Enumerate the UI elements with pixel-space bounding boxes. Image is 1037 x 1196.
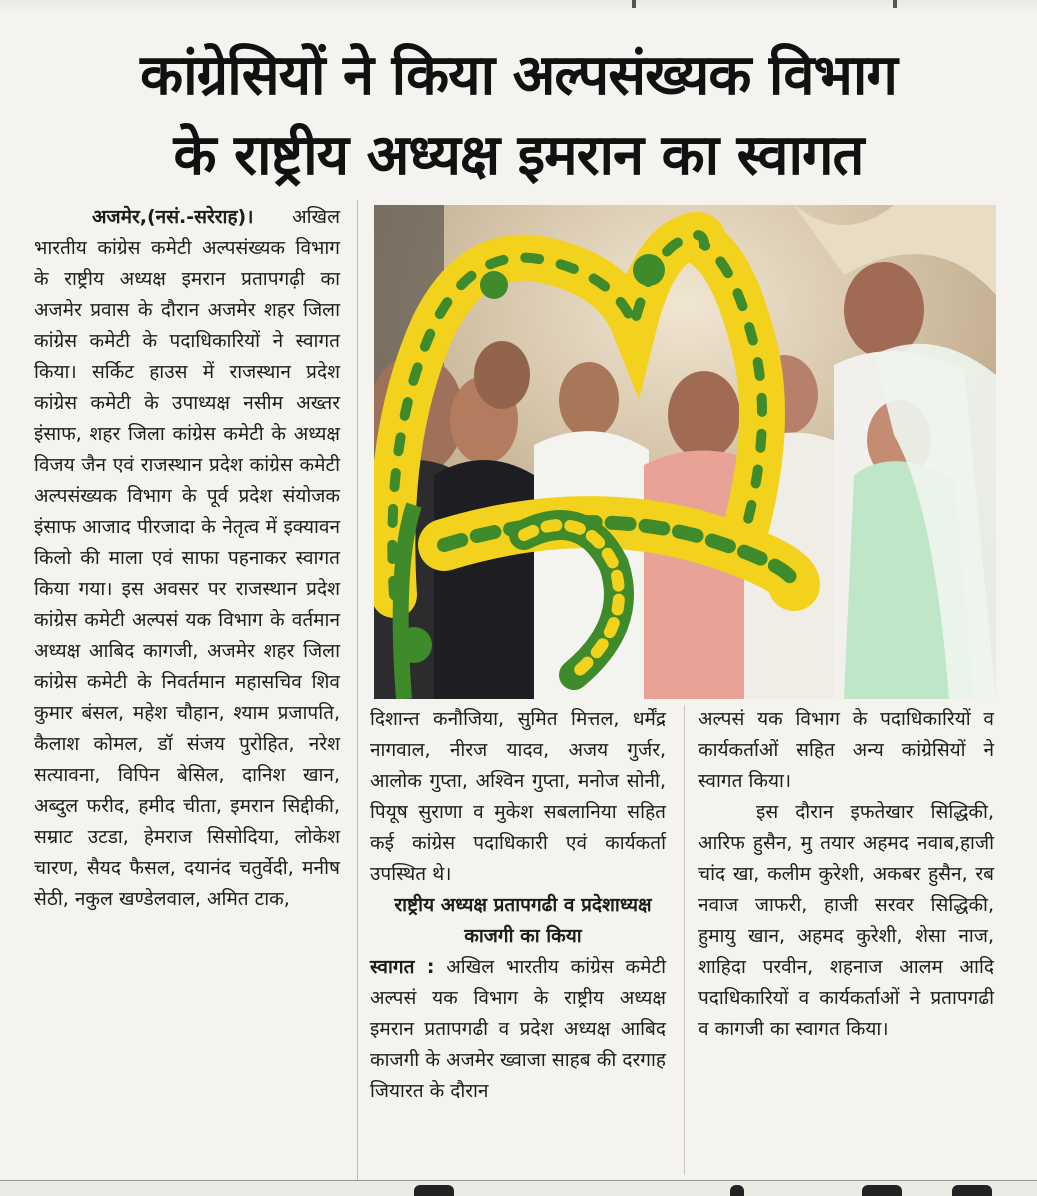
article-body-2: दिशान्त कनौजिया, सुमित मित्तल, धर्मेंद्र नागवाल, नीरज यादव, अजय गुर्जर, आलोक गुप्ता, अश्विन गुप्ता, मनोज सोनी, पियूष सुराणा व मुकेश सबलानिया सहित कई कांग्रेस पदाधिकारी एवं कार्यकर्ता उपस्थित थे। bbox=[370, 708, 666, 885]
top-fragment bbox=[632, 0, 636, 8]
article-column-3 bbox=[698, 704, 994, 1045]
column-rule bbox=[684, 705, 685, 1175]
article-body-1: अखिल भारतीय कांग्रेस कमेटी अल्पसंख्यक विभाग के राष्ट्रीय अध्यक्ष इमरान प्रतापगढ़ी का अजमेर प्रवास के दौरान अजमेर शहर जिला कांग्रेस कमेटी के पदाधिकारियों ने स्वागत किया। सर्किट हाउस में राजस्थान प्रदेश कांग्रेस कमेटी के उपाध्यक्ष नसीम अख्तर इंसाफ, शहर जिला कांग्रेस कमेटी के अध्यक्ष विजय जैन एवं राजस्थान प्रदेश कांग्रेस कमेटी अल्पसंख्यक विभाग के पूर्व प्रदेश संयोजक इंसाफ आजाद पीरजादा के नेतृत्व में इक्यावन किलो की माला एवं साफा पहनाकर स्वागत किया गया। इस अवसर पर राजस्थान प्रदेश कांग्रेस कमेटी अल्पसं यक विभाग के वर्तमान अध्यक्ष आबिद कागजी, अजमेर शहर जिला कांग्रेस कमेटी के निवर्तमान महासचिव शिव कुमार बंसल, महेश चौहान, श्याम प्रजापति, कैलाश कोमल, डॉ संजय पुरोहित, नरेश सत्यावना, विपिन बेसिल, दानिश खान, अब्दुल फरीद, हमीद चीता, इमरान सिद्दीकी, सम्राट उटडा, हेमराज सिसोदिया, लोकेश चारण, सैयद फैसल, दयानंद चतुर्वेदी, मनीष सेठी, नकुल खण्डेलवाल, अमित टाक, bbox=[34, 206, 340, 910]
article-column-1 bbox=[34, 202, 340, 915]
article-column-2 bbox=[370, 704, 666, 1107]
bottom-fragment bbox=[862, 1185, 902, 1196]
bottom-fragment bbox=[730, 1185, 744, 1196]
article-body-5: इस दौरान इफतेखार सिद्धिकी, आरिफ हुसैन, मु तयार अहमद नवाब,हाजी चांद खा, कलीम कुरेशी, अकबर हुसैन, रब नवाज जाफरी, हाजी सरवर सिद्धिकी, हुमायु खान, अहमद कुरेशी, शेसा नाज, शाहिदा परवीन, शहनाज आलम आदि पदाधिकारियों व कार्यकर्ताओं ने प्रतापगढी व कागजी का स्वागत किया। bbox=[698, 801, 994, 1040]
subheading: राष्ट्रीय अध्यक्ष प्रतापगढी व प्रदेशाध्यक्ष काजगी का किया bbox=[394, 894, 652, 947]
article-body-4: अल्पसं यक विभाग के पदाधिकारियों व कार्यकर्ताओं सहित अन्य कांग्रेसियों ने स्वागत किया। bbox=[698, 708, 994, 792]
headline bbox=[20, 36, 1017, 196]
news-photo bbox=[374, 205, 996, 699]
page-top-strip bbox=[0, 0, 1037, 12]
dateline: अजमेर,(नसं.-सरेराह)। bbox=[92, 206, 254, 228]
page-bottom-strip bbox=[0, 1180, 1037, 1196]
subheading-lead: स्वागत : bbox=[370, 956, 435, 978]
bottom-fragment bbox=[952, 1185, 992, 1196]
article-body-3: अखिल भारतीय कांग्रेस कमेटी अल्पसं यक विभाग के राष्ट्रीय अध्यक्ष इमरान प्रतापगढी व प्रदेश अध्यक्ष आबिद काजगी के अजमेर ख्वाजा साहब की दरगाह जियारत के दौरान bbox=[370, 956, 666, 1102]
headline-line-1: कांग्रेसियों ने किया अल्पसंख्यक विभाग bbox=[140, 43, 897, 108]
headline-line-2: के राष्ट्रीय अध्यक्ष इमरान का स्वागत bbox=[173, 123, 864, 188]
column-rule bbox=[357, 200, 358, 1180]
top-fragment bbox=[893, 0, 897, 8]
bottom-fragment bbox=[414, 1185, 454, 1196]
